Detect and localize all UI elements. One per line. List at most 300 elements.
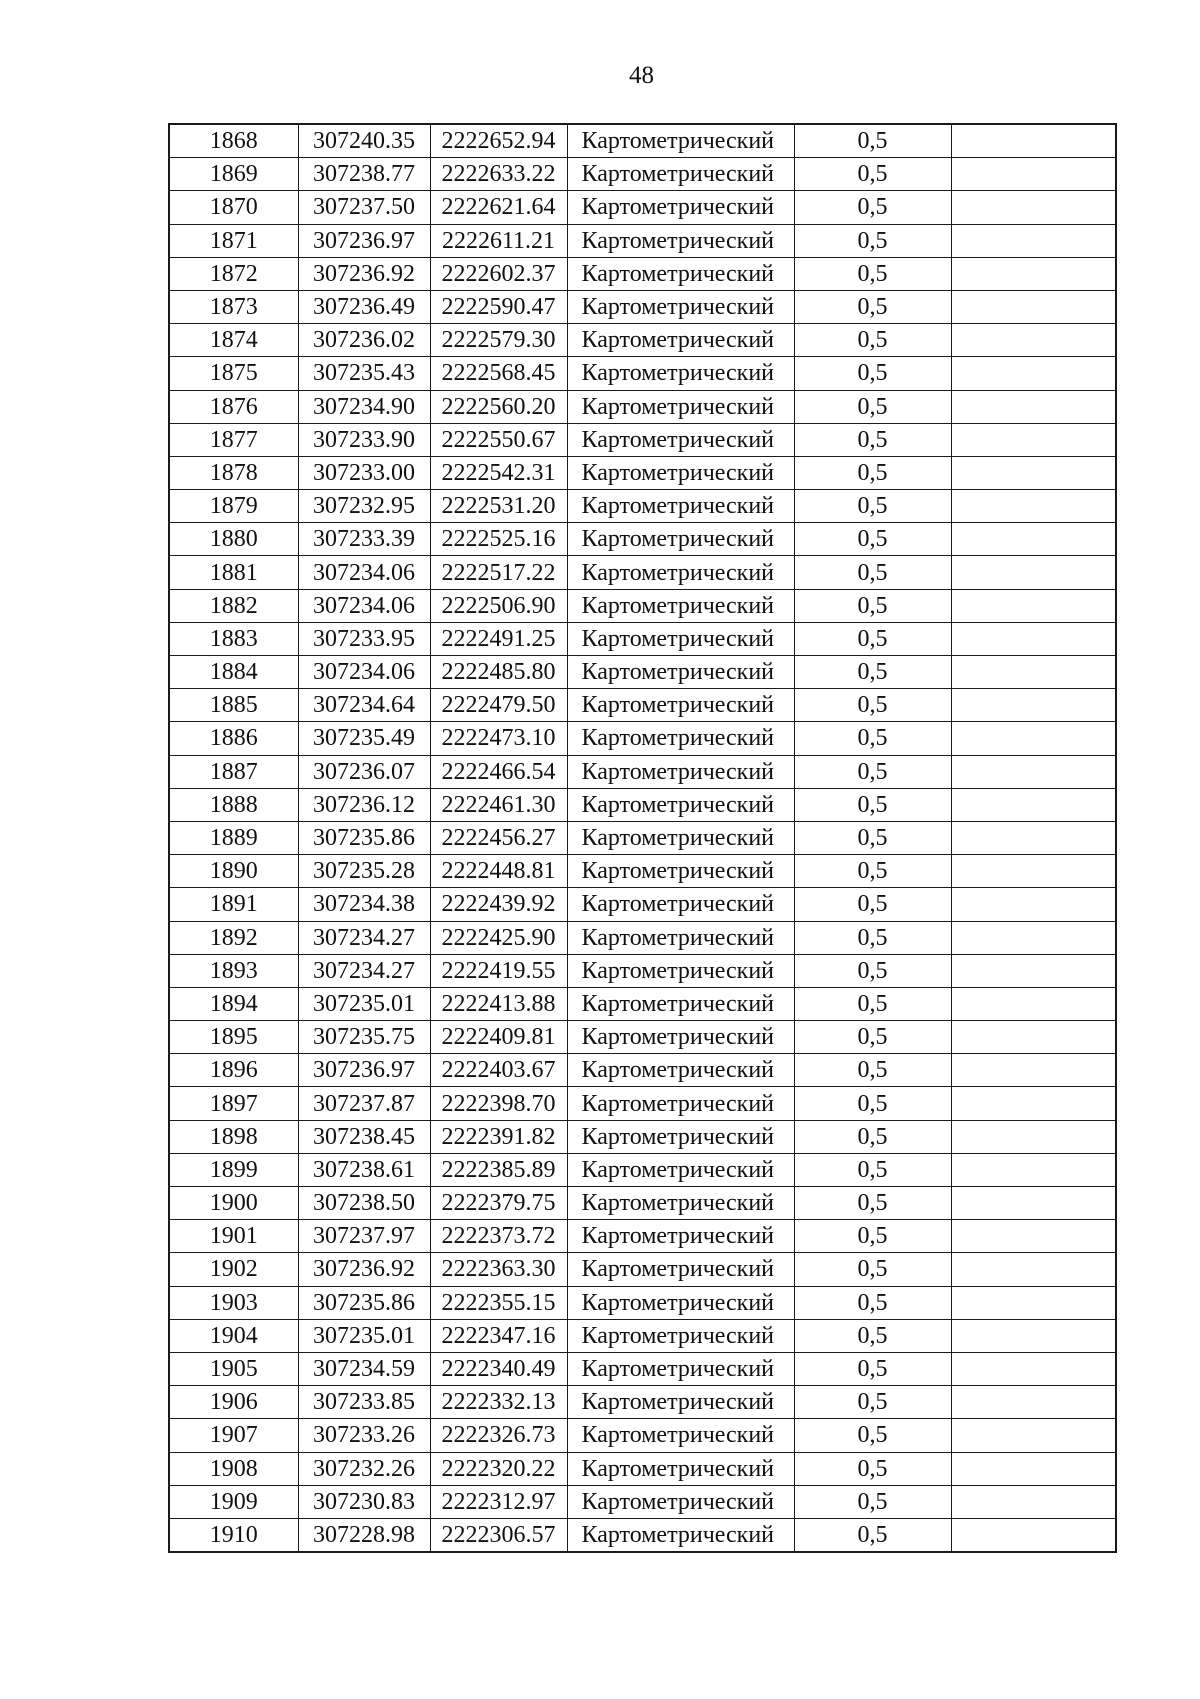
method-cell: Картометрический — [567, 689, 794, 722]
method-cell: Картометрический — [567, 755, 794, 788]
y-coordinate-cell: 2222332.13 — [430, 1386, 567, 1419]
y-coordinate-cell: 2222579.30 — [430, 324, 567, 357]
y-coordinate-cell: 2222542.31 — [430, 456, 567, 489]
point-number-cell: 1898 — [169, 1120, 298, 1153]
point-number-cell: 1872 — [169, 257, 298, 290]
accuracy-cell: 0,5 — [794, 357, 951, 390]
x-coordinate-cell: 307235.86 — [298, 1286, 430, 1319]
point-number-cell: 1889 — [169, 821, 298, 854]
point-number-cell: 1897 — [169, 1087, 298, 1120]
note-cell — [951, 888, 1116, 921]
accuracy-cell: 0,5 — [794, 622, 951, 655]
y-coordinate-cell: 2222320.22 — [430, 1452, 567, 1485]
note-cell — [951, 224, 1116, 257]
note-cell — [951, 689, 1116, 722]
point-number-cell: 1877 — [169, 423, 298, 456]
method-cell: Картометрический — [567, 622, 794, 655]
x-coordinate-cell: 307237.87 — [298, 1087, 430, 1120]
point-number-cell: 1906 — [169, 1386, 298, 1419]
table-row — [169, 324, 1116, 357]
table-row — [169, 523, 1116, 556]
y-coordinate-cell: 2222363.30 — [430, 1253, 567, 1286]
method-cell: Картометрический — [567, 158, 794, 191]
method-cell: Картометрический — [567, 1319, 794, 1352]
table-row — [169, 490, 1116, 523]
accuracy-cell: 0,5 — [794, 490, 951, 523]
accuracy-cell: 0,5 — [794, 257, 951, 290]
point-number-cell: 1892 — [169, 921, 298, 954]
accuracy-cell: 0,5 — [794, 1253, 951, 1286]
x-coordinate-cell: 307235.01 — [298, 987, 430, 1020]
x-coordinate-cell: 307233.39 — [298, 523, 430, 556]
x-coordinate-cell: 307234.59 — [298, 1352, 430, 1385]
note-cell — [951, 390, 1116, 423]
method-cell: Картометрический — [567, 1021, 794, 1054]
note-cell — [951, 755, 1116, 788]
table-row — [169, 1120, 1116, 1153]
accuracy-cell: 0,5 — [794, 1087, 951, 1120]
accuracy-cell: 0,5 — [794, 390, 951, 423]
point-number-cell: 1908 — [169, 1452, 298, 1485]
point-number-cell: 1880 — [169, 523, 298, 556]
table-row — [169, 158, 1116, 191]
point-number-cell: 1890 — [169, 855, 298, 888]
table-row — [169, 788, 1116, 821]
point-number-cell: 1887 — [169, 755, 298, 788]
table-row — [169, 390, 1116, 423]
y-coordinate-cell: 2222403.67 — [430, 1054, 567, 1087]
accuracy-cell: 0,5 — [794, 423, 951, 456]
method-cell: Картометрический — [567, 987, 794, 1020]
y-coordinate-cell: 2222560.20 — [430, 390, 567, 423]
point-number-cell: 1893 — [169, 954, 298, 987]
point-number-cell: 1888 — [169, 788, 298, 821]
note-cell — [951, 622, 1116, 655]
note-cell — [951, 656, 1116, 689]
x-coordinate-cell: 307236.92 — [298, 257, 430, 290]
note-cell — [951, 523, 1116, 556]
note-cell — [951, 788, 1116, 821]
accuracy-cell: 0,5 — [794, 124, 951, 158]
x-coordinate-cell: 307232.26 — [298, 1452, 430, 1485]
accuracy-cell: 0,5 — [794, 556, 951, 589]
x-coordinate-cell: 307234.38 — [298, 888, 430, 921]
method-cell: Картометрический — [567, 1253, 794, 1286]
accuracy-cell: 0,5 — [794, 1187, 951, 1220]
y-coordinate-cell: 2222531.20 — [430, 490, 567, 523]
table-row — [169, 1419, 1116, 1452]
note-cell — [951, 1452, 1116, 1485]
x-coordinate-cell: 307235.01 — [298, 1319, 430, 1352]
note-cell — [951, 1319, 1116, 1352]
x-coordinate-cell: 307240.35 — [298, 124, 430, 158]
table-row — [169, 1187, 1116, 1220]
y-coordinate-cell: 2222355.15 — [430, 1286, 567, 1319]
method-cell: Картометрический — [567, 1220, 794, 1253]
method-cell: Картометрический — [567, 191, 794, 224]
note-cell — [951, 1021, 1116, 1054]
table-row — [169, 124, 1116, 158]
accuracy-cell: 0,5 — [794, 821, 951, 854]
x-coordinate-cell: 307233.95 — [298, 622, 430, 655]
method-cell: Картометрический — [567, 390, 794, 423]
method-cell: Картометрический — [567, 1419, 794, 1452]
x-coordinate-cell: 307234.06 — [298, 589, 430, 622]
table-row — [169, 855, 1116, 888]
accuracy-cell: 0,5 — [794, 1386, 951, 1419]
table-row — [169, 357, 1116, 390]
accuracy-cell: 0,5 — [794, 788, 951, 821]
x-coordinate-cell: 307234.64 — [298, 689, 430, 722]
note-cell — [951, 821, 1116, 854]
point-number-cell: 1905 — [169, 1352, 298, 1385]
note-cell — [951, 158, 1116, 191]
y-coordinate-cell: 2222568.45 — [430, 357, 567, 390]
method-cell: Картометрический — [567, 1518, 794, 1552]
table-row — [169, 888, 1116, 921]
y-coordinate-cell: 2222326.73 — [430, 1419, 567, 1452]
y-coordinate-cell: 2222306.57 — [430, 1518, 567, 1552]
method-cell: Картометрический — [567, 556, 794, 589]
note-cell — [951, 423, 1116, 456]
x-coordinate-cell: 307236.07 — [298, 755, 430, 788]
x-coordinate-cell: 307236.97 — [298, 224, 430, 257]
point-number-cell: 1885 — [169, 689, 298, 722]
point-number-cell: 1874 — [169, 324, 298, 357]
accuracy-cell: 0,5 — [794, 1054, 951, 1087]
note-cell — [951, 556, 1116, 589]
y-coordinate-cell: 2222633.22 — [430, 158, 567, 191]
note-cell — [951, 1220, 1116, 1253]
accuracy-cell: 0,5 — [794, 855, 951, 888]
method-cell: Картометрический — [567, 1120, 794, 1153]
table-row — [169, 921, 1116, 954]
y-coordinate-cell: 2222409.81 — [430, 1021, 567, 1054]
coordinates-table — [168, 123, 1117, 1553]
table-row — [169, 1054, 1116, 1087]
table-row — [169, 257, 1116, 290]
method-cell: Картометрический — [567, 490, 794, 523]
x-coordinate-cell: 307236.49 — [298, 290, 430, 323]
accuracy-cell: 0,5 — [794, 1485, 951, 1518]
point-number-cell: 1875 — [169, 357, 298, 390]
method-cell: Картометрический — [567, 224, 794, 257]
point-number-cell: 1909 — [169, 1485, 298, 1518]
table-row — [169, 224, 1116, 257]
x-coordinate-cell: 307235.86 — [298, 821, 430, 854]
y-coordinate-cell: 2222347.16 — [430, 1319, 567, 1352]
y-coordinate-cell: 2222413.88 — [430, 987, 567, 1020]
y-coordinate-cell: 2222517.22 — [430, 556, 567, 589]
table-row — [169, 689, 1116, 722]
y-coordinate-cell: 2222473.10 — [430, 722, 567, 755]
y-coordinate-cell: 2222602.37 — [430, 257, 567, 290]
method-cell: Картометрический — [567, 1153, 794, 1186]
method-cell: Картометрический — [567, 257, 794, 290]
note-cell — [951, 1153, 1116, 1186]
x-coordinate-cell: 307236.97 — [298, 1054, 430, 1087]
method-cell: Картометрический — [567, 656, 794, 689]
method-cell: Картометрический — [567, 589, 794, 622]
point-number-cell: 1896 — [169, 1054, 298, 1087]
y-coordinate-cell: 2222611.21 — [430, 224, 567, 257]
y-coordinate-cell: 2222621.64 — [430, 191, 567, 224]
note-cell — [951, 1419, 1116, 1452]
point-number-cell: 1876 — [169, 390, 298, 423]
y-coordinate-cell: 2222466.54 — [430, 755, 567, 788]
note-cell — [951, 855, 1116, 888]
y-coordinate-cell: 2222448.81 — [430, 855, 567, 888]
x-coordinate-cell: 307234.90 — [298, 390, 430, 423]
accuracy-cell: 0,5 — [794, 456, 951, 489]
accuracy-cell: 0,5 — [794, 888, 951, 921]
y-coordinate-cell: 2222485.80 — [430, 656, 567, 689]
table-row — [169, 1518, 1116, 1552]
note-cell — [951, 1386, 1116, 1419]
table-row — [169, 423, 1116, 456]
point-number-cell: 1894 — [169, 987, 298, 1020]
method-cell: Картометрический — [567, 921, 794, 954]
method-cell: Картометрический — [567, 1187, 794, 1220]
y-coordinate-cell: 2222425.90 — [430, 921, 567, 954]
table-row — [169, 1153, 1116, 1186]
method-cell: Картометрический — [567, 722, 794, 755]
point-number-cell: 1878 — [169, 456, 298, 489]
x-coordinate-cell: 307230.83 — [298, 1485, 430, 1518]
point-number-cell: 1883 — [169, 622, 298, 655]
method-cell: Картометрический — [567, 855, 794, 888]
table-row — [169, 622, 1116, 655]
note-cell — [951, 324, 1116, 357]
y-coordinate-cell: 2222506.90 — [430, 589, 567, 622]
point-number-cell: 1899 — [169, 1153, 298, 1186]
accuracy-cell: 0,5 — [794, 1286, 951, 1319]
point-number-cell: 1873 — [169, 290, 298, 323]
accuracy-cell: 0,5 — [794, 1352, 951, 1385]
table-row — [169, 656, 1116, 689]
x-coordinate-cell: 307238.77 — [298, 158, 430, 191]
y-coordinate-cell: 2222398.70 — [430, 1087, 567, 1120]
note-cell — [951, 124, 1116, 158]
method-cell: Картометрический — [567, 357, 794, 390]
y-coordinate-cell: 2222479.50 — [430, 689, 567, 722]
point-number-cell: 1902 — [169, 1253, 298, 1286]
note-cell — [951, 290, 1116, 323]
x-coordinate-cell: 307237.97 — [298, 1220, 430, 1253]
x-coordinate-cell: 307234.06 — [298, 656, 430, 689]
note-cell — [951, 1087, 1116, 1120]
note-cell — [951, 1485, 1116, 1518]
note-cell — [951, 589, 1116, 622]
method-cell: Картометрический — [567, 1386, 794, 1419]
table-row — [169, 1220, 1116, 1253]
y-coordinate-cell: 2222373.72 — [430, 1220, 567, 1253]
accuracy-cell: 0,5 — [794, 290, 951, 323]
table-row — [169, 556, 1116, 589]
point-number-cell: 1881 — [169, 556, 298, 589]
table-row — [169, 954, 1116, 987]
method-cell: Картометрический — [567, 324, 794, 357]
table-row — [169, 589, 1116, 622]
accuracy-cell: 0,5 — [794, 324, 951, 357]
accuracy-cell: 0,5 — [794, 191, 951, 224]
note-cell — [951, 1187, 1116, 1220]
method-cell: Картометрический — [567, 1452, 794, 1485]
y-coordinate-cell: 2222461.30 — [430, 788, 567, 821]
point-number-cell: 1886 — [169, 722, 298, 755]
method-cell: Картометрический — [567, 954, 794, 987]
accuracy-cell: 0,5 — [794, 987, 951, 1020]
y-coordinate-cell: 2222456.27 — [430, 821, 567, 854]
accuracy-cell: 0,5 — [794, 722, 951, 755]
x-coordinate-cell: 307235.43 — [298, 357, 430, 390]
x-coordinate-cell: 307238.45 — [298, 1120, 430, 1153]
method-cell: Картометрический — [567, 124, 794, 158]
accuracy-cell: 0,5 — [794, 523, 951, 556]
x-coordinate-cell: 307234.27 — [298, 921, 430, 954]
accuracy-cell: 0,5 — [794, 158, 951, 191]
x-coordinate-cell: 307233.90 — [298, 423, 430, 456]
accuracy-cell: 0,5 — [794, 921, 951, 954]
accuracy-cell: 0,5 — [794, 656, 951, 689]
point-number-cell: 1868 — [169, 124, 298, 158]
x-coordinate-cell: 307238.61 — [298, 1153, 430, 1186]
point-number-cell: 1871 — [169, 224, 298, 257]
accuracy-cell: 0,5 — [794, 755, 951, 788]
accuracy-cell: 0,5 — [794, 589, 951, 622]
table-row — [169, 290, 1116, 323]
note-cell — [951, 1253, 1116, 1286]
y-coordinate-cell: 2222525.16 — [430, 523, 567, 556]
y-coordinate-cell: 2222550.67 — [430, 423, 567, 456]
y-coordinate-cell: 2222312.97 — [430, 1485, 567, 1518]
point-number-cell: 1901 — [169, 1220, 298, 1253]
note-cell — [951, 456, 1116, 489]
method-cell: Картометрический — [567, 1054, 794, 1087]
point-number-cell: 1891 — [169, 888, 298, 921]
accuracy-cell: 0,5 — [794, 1021, 951, 1054]
note-cell — [951, 490, 1116, 523]
accuracy-cell: 0,5 — [794, 1120, 951, 1153]
table-body — [169, 124, 1116, 1552]
accuracy-cell: 0,5 — [794, 689, 951, 722]
point-number-cell: 1904 — [169, 1319, 298, 1352]
x-coordinate-cell: 307232.95 — [298, 490, 430, 523]
accuracy-cell: 0,5 — [794, 954, 951, 987]
y-coordinate-cell: 2222590.47 — [430, 290, 567, 323]
note-cell — [951, 1352, 1116, 1385]
table-row — [169, 1386, 1116, 1419]
y-coordinate-cell: 2222439.92 — [430, 888, 567, 921]
method-cell: Картометрический — [567, 290, 794, 323]
x-coordinate-cell: 307233.00 — [298, 456, 430, 489]
x-coordinate-cell: 307228.98 — [298, 1518, 430, 1552]
accuracy-cell: 0,5 — [794, 1153, 951, 1186]
method-cell: Картометрический — [567, 423, 794, 456]
point-number-cell: 1870 — [169, 191, 298, 224]
y-coordinate-cell: 2222379.75 — [430, 1187, 567, 1220]
x-coordinate-cell: 307235.49 — [298, 722, 430, 755]
method-cell: Картометрический — [567, 456, 794, 489]
point-number-cell: 1903 — [169, 1286, 298, 1319]
note-cell — [951, 1120, 1116, 1153]
note-cell — [951, 1286, 1116, 1319]
table-row — [169, 191, 1116, 224]
x-coordinate-cell: 307233.26 — [298, 1419, 430, 1452]
point-number-cell: 1879 — [169, 490, 298, 523]
x-coordinate-cell: 307238.50 — [298, 1187, 430, 1220]
y-coordinate-cell: 2222652.94 — [430, 124, 567, 158]
y-coordinate-cell: 2222491.25 — [430, 622, 567, 655]
note-cell — [951, 1518, 1116, 1552]
table-row — [169, 1485, 1116, 1518]
method-cell: Картометрический — [567, 1087, 794, 1120]
x-coordinate-cell: 307235.75 — [298, 1021, 430, 1054]
x-coordinate-cell: 307234.27 — [298, 954, 430, 987]
method-cell: Картометрический — [567, 523, 794, 556]
note-cell — [951, 954, 1116, 987]
x-coordinate-cell: 307235.28 — [298, 855, 430, 888]
method-cell: Картометрический — [567, 1286, 794, 1319]
table-row — [169, 722, 1116, 755]
point-number-cell: 1869 — [169, 158, 298, 191]
point-number-cell: 1884 — [169, 656, 298, 689]
point-number-cell: 1895 — [169, 1021, 298, 1054]
note-cell — [951, 987, 1116, 1020]
accuracy-cell: 0,5 — [794, 1518, 951, 1552]
method-cell: Картометрический — [567, 888, 794, 921]
table-row — [169, 1286, 1116, 1319]
accuracy-cell: 0,5 — [794, 1319, 951, 1352]
method-cell: Картометрический — [567, 1485, 794, 1518]
point-number-cell: 1900 — [169, 1187, 298, 1220]
accuracy-cell: 0,5 — [794, 1452, 951, 1485]
x-coordinate-cell: 307236.02 — [298, 324, 430, 357]
table-row — [169, 755, 1116, 788]
note-cell — [951, 1054, 1116, 1087]
table-row — [169, 1021, 1116, 1054]
table-row — [169, 1452, 1116, 1485]
x-coordinate-cell: 307237.50 — [298, 191, 430, 224]
point-number-cell: 1907 — [169, 1419, 298, 1452]
method-cell: Картометрический — [567, 788, 794, 821]
x-coordinate-cell: 307236.12 — [298, 788, 430, 821]
table-row — [169, 1087, 1116, 1120]
table-row — [169, 987, 1116, 1020]
method-cell: Картометрический — [567, 821, 794, 854]
x-coordinate-cell: 307234.06 — [298, 556, 430, 589]
table-row — [169, 1352, 1116, 1385]
note-cell — [951, 722, 1116, 755]
method-cell: Картометрический — [567, 1352, 794, 1385]
point-number-cell: 1910 — [169, 1518, 298, 1552]
table-row — [169, 1253, 1116, 1286]
page-number: 48 — [629, 62, 654, 89]
note-cell — [951, 921, 1116, 954]
accuracy-cell: 0,5 — [794, 1220, 951, 1253]
table-row — [169, 456, 1116, 489]
x-coordinate-cell: 307233.85 — [298, 1386, 430, 1419]
table-row — [169, 1319, 1116, 1352]
table-row — [169, 821, 1116, 854]
note-cell — [951, 257, 1116, 290]
note-cell — [951, 357, 1116, 390]
accuracy-cell: 0,5 — [794, 1419, 951, 1452]
y-coordinate-cell: 2222419.55 — [430, 954, 567, 987]
x-coordinate-cell: 307236.92 — [298, 1253, 430, 1286]
point-number-cell: 1882 — [169, 589, 298, 622]
y-coordinate-cell: 2222391.82 — [430, 1120, 567, 1153]
